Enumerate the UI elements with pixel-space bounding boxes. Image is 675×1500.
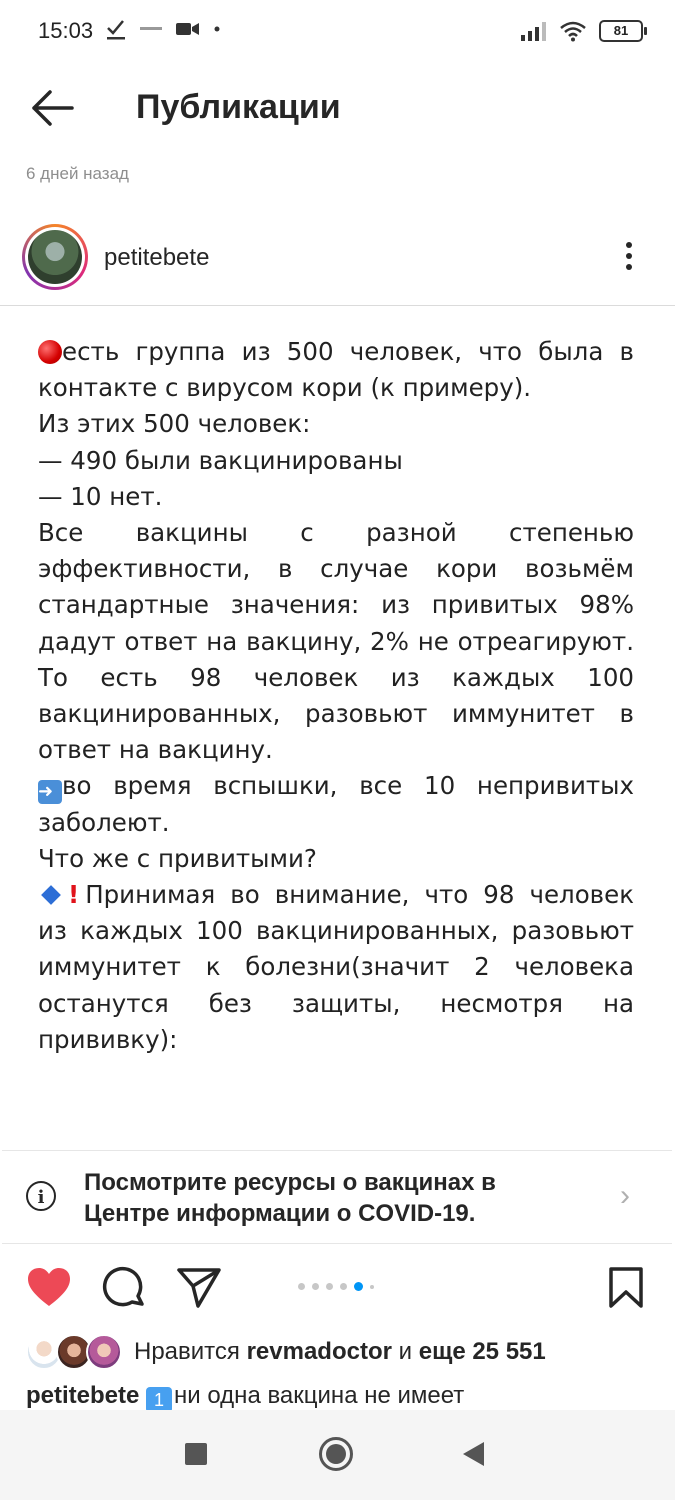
text-line: заболеют. bbox=[38, 807, 170, 837]
post-time-ago: 6 дней назад bbox=[26, 164, 129, 183]
avatar-border bbox=[25, 227, 85, 287]
post-image-slide[interactable] bbox=[0, 306, 675, 1148]
likes-middle: и bbox=[391, 1338, 419, 1365]
system-icons bbox=[521, 20, 643, 42]
comment-button[interactable] bbox=[102, 1266, 146, 1315]
post-username[interactable]: petitebete bbox=[104, 244, 210, 271]
red-circle-icon bbox=[38, 340, 62, 364]
covid-info-banner[interactable] bbox=[2, 1150, 672, 1244]
notification-icons bbox=[106, 18, 220, 40]
text-line: дадут ответ на вакцину, 2% не отреагируют. bbox=[38, 626, 634, 656]
dot-icon bbox=[214, 26, 220, 32]
heart-icon bbox=[26, 1266, 72, 1308]
text-line: Все вакцины с разной степенью bbox=[38, 518, 634, 548]
arrow-right-icon: ➜ bbox=[38, 780, 62, 804]
system-nav-bar bbox=[0, 1410, 675, 1500]
post-header bbox=[0, 218, 675, 304]
more-dots-icon bbox=[626, 253, 632, 259]
chevron-right-icon: › bbox=[620, 1179, 630, 1212]
covid-banner-text bbox=[84, 1167, 564, 1229]
text-line: Что же с привитыми? bbox=[38, 843, 317, 873]
share-button[interactable] bbox=[176, 1266, 222, 1313]
signal-icon bbox=[521, 21, 547, 41]
likes-text bbox=[134, 1338, 546, 1366]
text-line: из каждых 100 вакцинированных, разовьют bbox=[38, 916, 634, 946]
app-notification-icon bbox=[140, 24, 162, 34]
back-button[interactable] bbox=[28, 86, 76, 130]
more-dots-icon bbox=[626, 264, 632, 270]
text-line: — 10 нет. bbox=[38, 481, 163, 511]
carousel-dot bbox=[298, 1283, 305, 1290]
blue-diamond-icon bbox=[41, 885, 61, 905]
text-line: Из этих 500 человек: bbox=[38, 409, 311, 439]
post-actions bbox=[0, 1258, 675, 1318]
carousel-indicator bbox=[298, 1282, 374, 1291]
text-line: ответ на вакцину. bbox=[38, 735, 273, 765]
info-icon: i bbox=[26, 1181, 56, 1211]
text-line: эффективности, в случае кори возьмём bbox=[38, 554, 634, 584]
text-line bbox=[38, 768, 634, 804]
caption-username[interactable]: petitebete bbox=[26, 1382, 140, 1409]
carousel-dot bbox=[370, 1285, 374, 1289]
caption-text: ни одна вакцина не имеет bbox=[174, 1382, 465, 1409]
text-line bbox=[38, 334, 634, 370]
likes-count[interactable]: еще 25 551 bbox=[418, 1338, 546, 1365]
status-bar bbox=[0, 0, 675, 66]
likes-row[interactable] bbox=[26, 1332, 666, 1372]
arrow-left-icon bbox=[28, 86, 76, 130]
text-line bbox=[38, 877, 634, 913]
text-line: прививку): bbox=[38, 1024, 178, 1054]
recent-apps-button[interactable] bbox=[184, 1442, 208, 1471]
liker-avatar bbox=[86, 1334, 122, 1370]
more-options-button[interactable] bbox=[616, 238, 642, 278]
avatar-photo bbox=[28, 230, 82, 284]
status-time: 15:03 bbox=[38, 18, 94, 43]
triangle-back-icon bbox=[460, 1440, 486, 1468]
likes-prefix: Нравится bbox=[134, 1338, 247, 1365]
send-icon bbox=[176, 1266, 222, 1308]
avatar[interactable] bbox=[22, 224, 88, 290]
battery-icon: 81 bbox=[599, 20, 643, 42]
text-line: стандартные значения: из привитых 98% bbox=[38, 590, 634, 620]
video-camera-icon bbox=[176, 21, 200, 37]
covid-banner-line: Посмотрите ресурсы о вакцинах в bbox=[84, 1169, 496, 1196]
home-circle-icon bbox=[318, 1436, 354, 1472]
exclamation-icon: ! bbox=[68, 880, 80, 910]
download-done-icon bbox=[106, 18, 126, 40]
keycap-one-icon: 1 bbox=[146, 1387, 172, 1413]
liker-username[interactable]: revmadoctor bbox=[246, 1338, 392, 1365]
text-line: иммунитет к болезни(значит 2 человека bbox=[38, 952, 634, 982]
more-dots-icon bbox=[626, 242, 632, 248]
page-title: Публикации bbox=[136, 88, 341, 126]
post-slide-text bbox=[38, 334, 634, 1058]
back-nav-button[interactable] bbox=[460, 1440, 486, 1473]
covid-banner-line: Центре информации о COVID-19. bbox=[84, 1200, 476, 1227]
carousel-dot bbox=[340, 1283, 347, 1290]
carousel-dot bbox=[326, 1283, 333, 1290]
text-line-content: есть группа из 500 человек, что была в bbox=[62, 337, 634, 366]
post-caption[interactable] bbox=[26, 1382, 464, 1413]
text-line: — 490 были вакцинированы bbox=[38, 445, 403, 475]
square-icon bbox=[184, 1442, 208, 1466]
text-line-content: во время вспышки, все 10 непривитых bbox=[62, 771, 634, 801]
comment-icon bbox=[102, 1266, 146, 1310]
like-button[interactable] bbox=[26, 1266, 72, 1313]
save-button[interactable] bbox=[608, 1266, 644, 1315]
carousel-dot bbox=[312, 1283, 319, 1290]
carousel-dot-active bbox=[354, 1282, 363, 1291]
text-line: То есть 98 человек из каждых 100 bbox=[38, 662, 634, 692]
text-line-content: Принимая во внимание, что 98 человек bbox=[85, 880, 634, 910]
text-line: вакцинированных, разовьют иммунитет в bbox=[38, 699, 634, 729]
wifi-icon bbox=[559, 20, 587, 42]
text-line: останутся без защиты, несмотря на bbox=[38, 988, 634, 1018]
home-button[interactable] bbox=[318, 1436, 354, 1477]
app-bar bbox=[0, 70, 675, 146]
bookmark-icon bbox=[608, 1266, 644, 1310]
text-line: контакте с вирусом кори (к примеру). bbox=[38, 373, 532, 403]
